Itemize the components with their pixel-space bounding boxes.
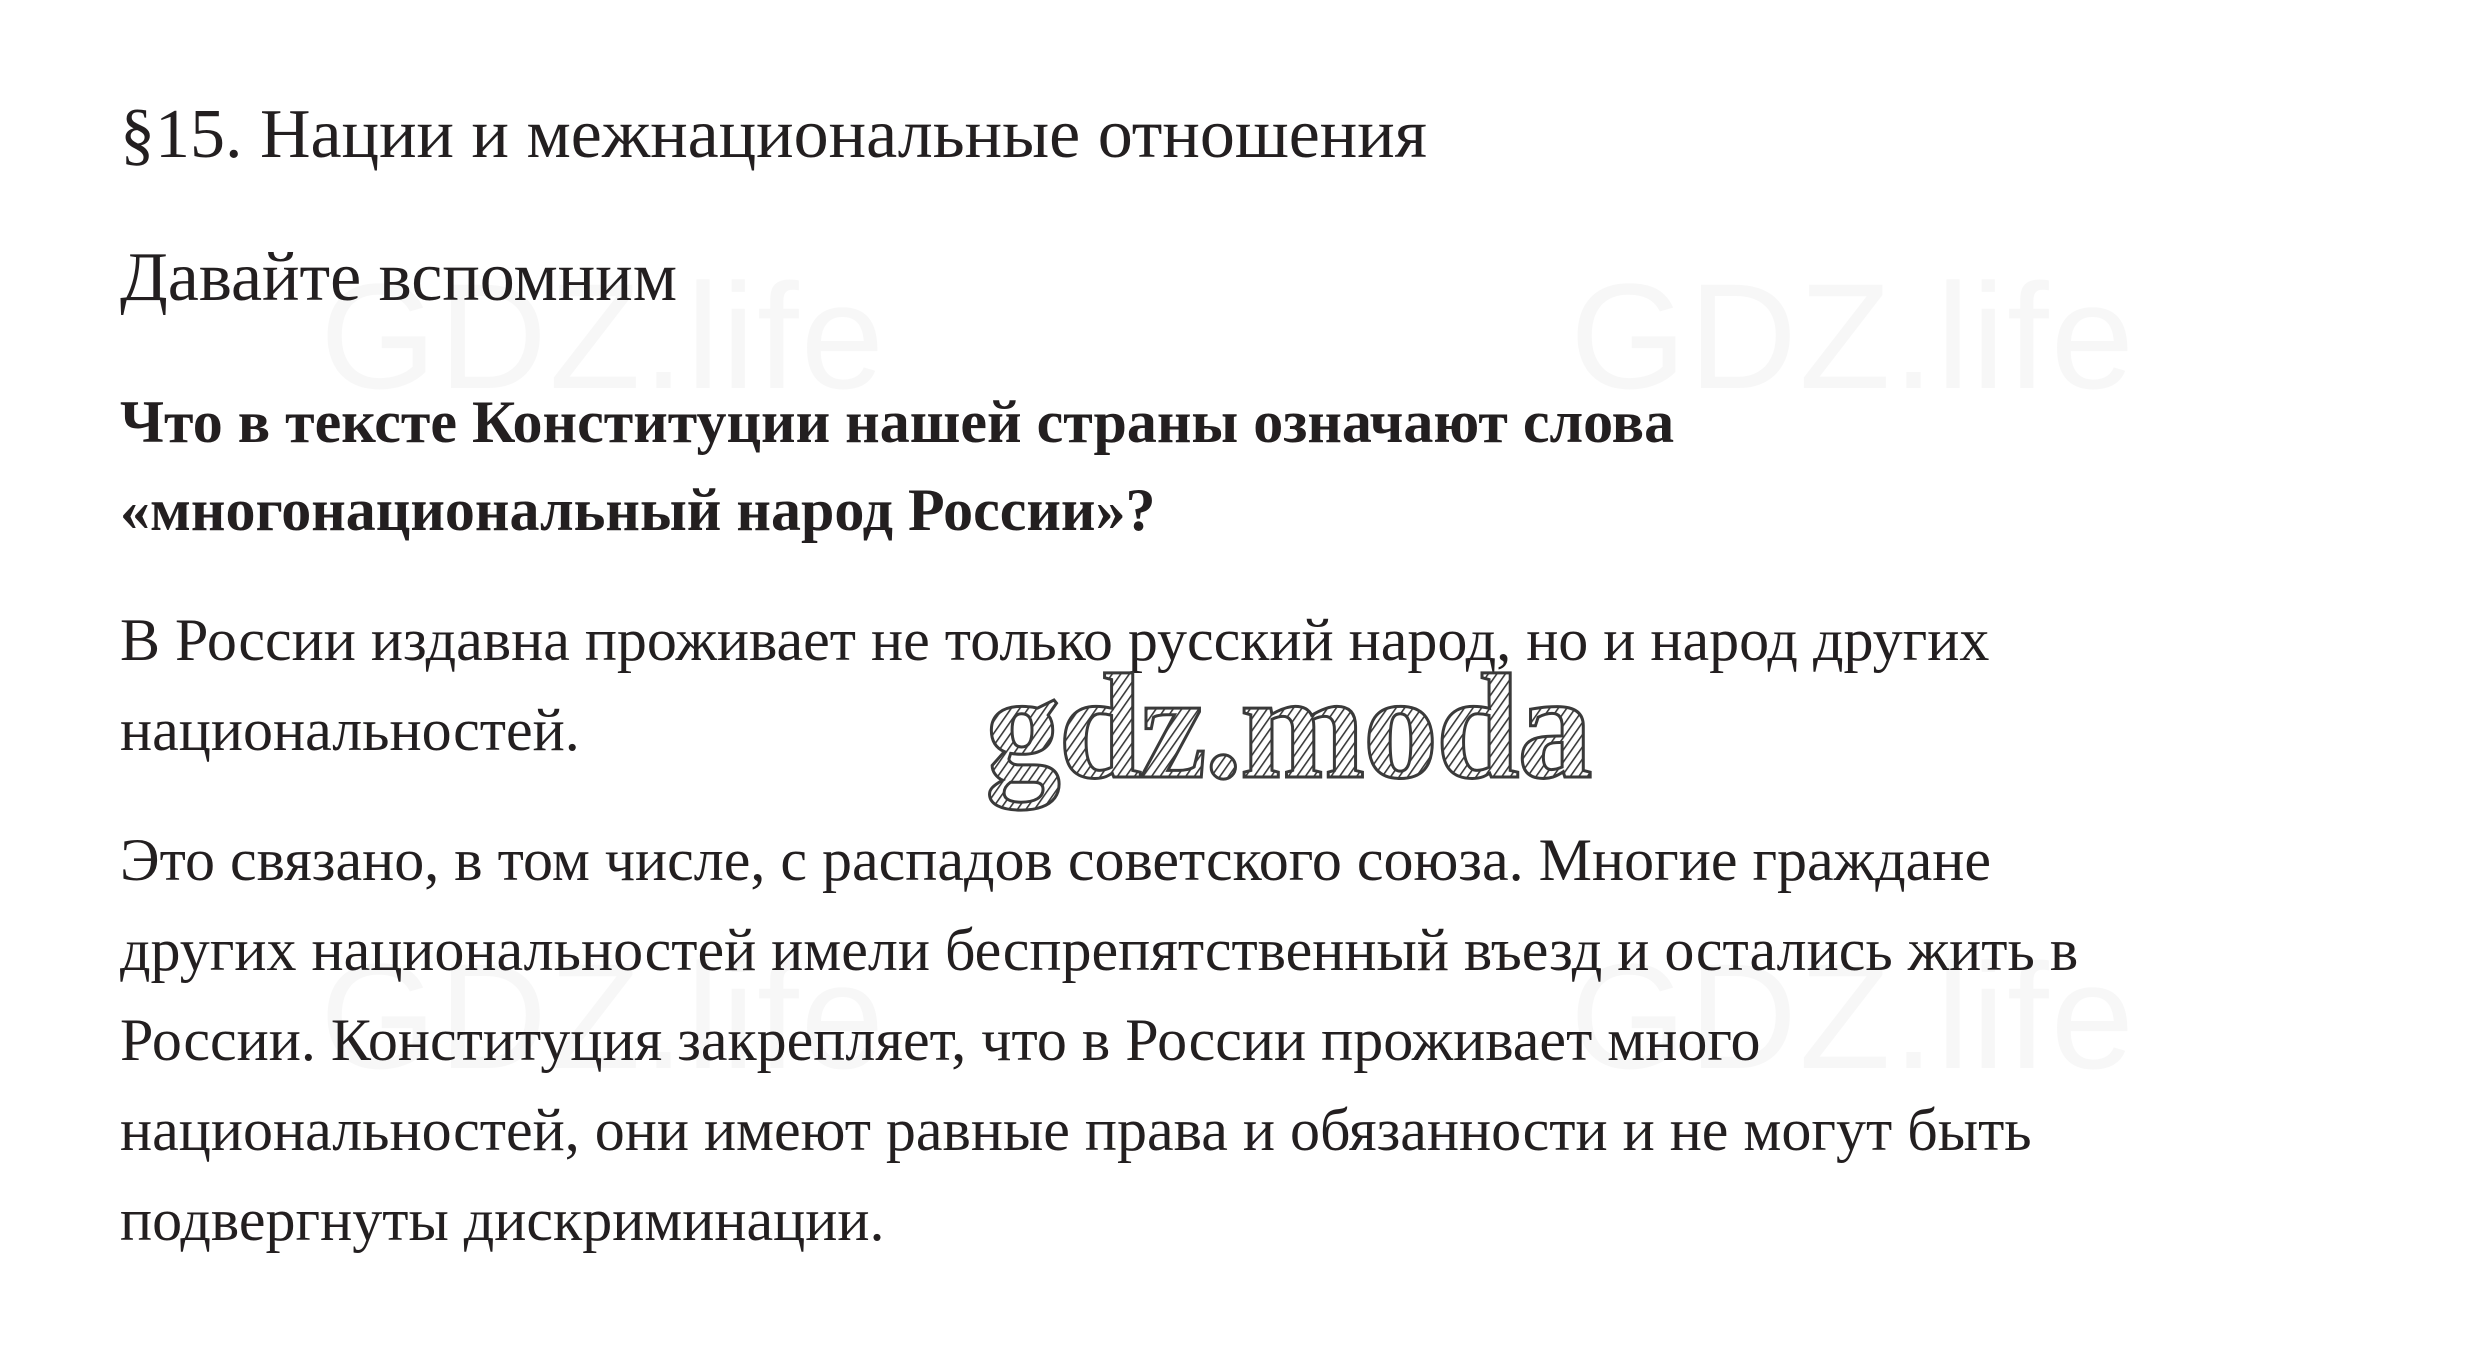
question-line: «многонациональный народ России»? — [120, 477, 1156, 543]
paragraph-line: России. Конституция закрепляет, что в России проживает много — [120, 1007, 1761, 1073]
logo-text: gdz.moda — [985, 655, 1591, 810]
answer-paragraph-2 — [120, 815, 2420, 1265]
section-title: §15. Нации и межнациональные отношения — [120, 96, 1427, 173]
paragraph-line: национальностей. — [120, 697, 580, 763]
paragraph-line: других национальностей имели беспрепятственный въезд и остались жить в — [120, 917, 2079, 983]
paragraph-line: Это связано, в том числе, с распадов советского союза. Многие граждане — [120, 827, 1992, 893]
site-logo — [928, 655, 1648, 825]
paragraph-line: подвергнуты дискриминации. — [120, 1187, 885, 1253]
paragraph-line: В России издавна проживает не только русский народ, но и народ других — [120, 607, 1990, 673]
paragraph-line: национальностей, они имеют равные права и обязанности и не могут быть — [120, 1097, 2032, 1163]
question-line: Что в тексте Конституции нашей страны означают слова — [120, 389, 1675, 455]
question-text — [120, 378, 2370, 554]
section-subtitle: Давайте вспомним — [120, 239, 677, 316]
